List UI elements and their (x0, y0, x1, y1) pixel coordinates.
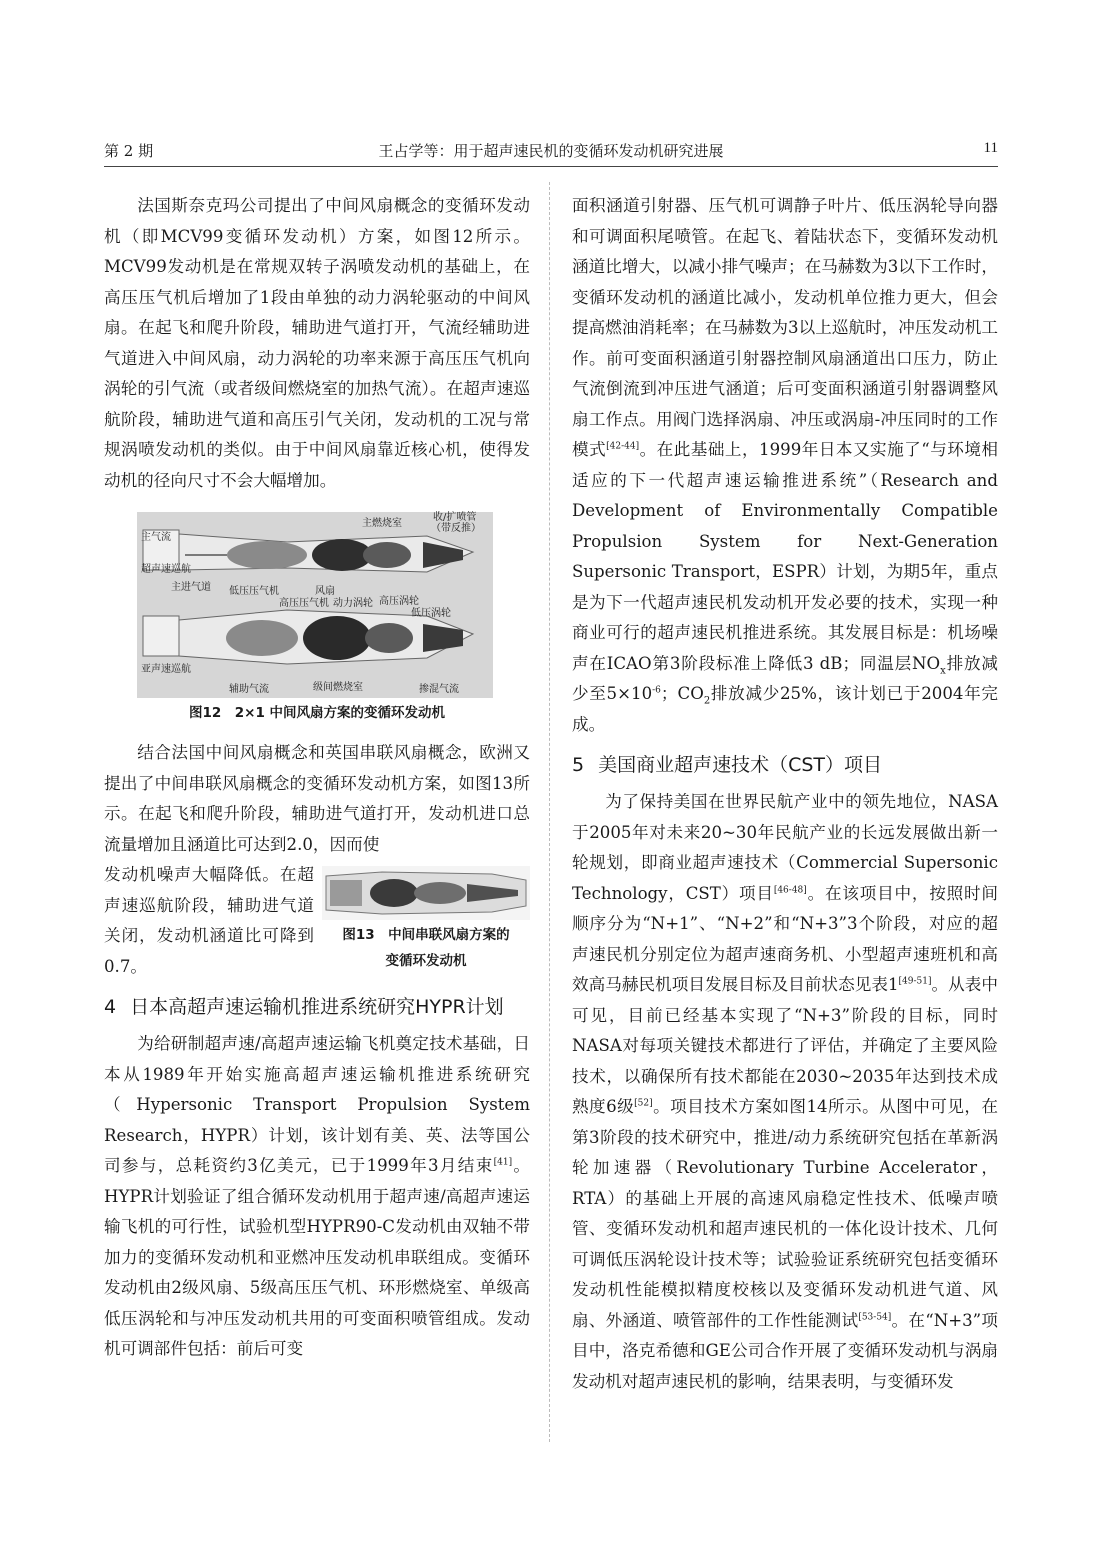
figure-12-caption: 图12 2×1 中间风扇方案的变循环发动机 (188, 705, 446, 721)
label-supersonic-cruise: 超声速巡航 (141, 564, 191, 575)
lower-compressor (226, 620, 298, 656)
hypr-cont-text-1: 面积涵道引射器、压气机可调静子叶片、低压涡轮导向器和可调面积尾喷管。在起飞、着陆状态下，变循环发动机涵道比增大，以减小排气噪声；在马赫数为3以下工作时，变循环发动机的涵道比减小，发动机单位推力更大，但会提高燃油消耗率；在马赫数为3以上巡航时，冲压发动机工作。前可变面积涵道引射器控制风扇涵道出口压力，防止气流倒流到冲压进气涵道；后可变面积涵道引射器调整风扇工作点。用阀门选择涡扇、冲压或涡扇-冲压同时的工作模式 (572, 196, 998, 459)
ref-42-44: [42-44] (606, 441, 640, 452)
ref-53-54: [53-54] (858, 1311, 892, 1322)
label-fan: 风扇 (315, 586, 335, 597)
running-title: 王占学等：用于超声速民机的变循环发动机研究进展 (378, 142, 724, 160)
cst-text-3: 。从表中可见，目前已经基本实现了“N+3”阶段的目标，同时NASA对每项关键技术都进行了评估，并确定了主要风险技术，以确保所有技术都能在2030~2035年达到技术成熟度6级 (572, 975, 999, 1116)
nox-subscript: x (940, 664, 946, 676)
section-4-title: 日本高超声速运输机推进系统研究HYPR计划 (130, 996, 504, 1018)
label-aux-flow: 辅助气流 (229, 684, 269, 695)
label-main-combustor: 主燃烧室 (362, 518, 402, 529)
ref-49-51: [49-51] (898, 976, 932, 987)
cst-text-1: 为了保持美国在世界民航产业中的领先地位，NASA于2005年对未来20~30年民航产业的长远发展做出新一轮规划，即商业超声速技术（Commercial Supersonic Technology，CST）项目 (572, 792, 998, 903)
section-5-heading (572, 750, 998, 781)
paragraph-mcv99: 法国斯奈克玛公司提出了中间风扇概念的变循环发动机（即MCV99变循环发动机）方案，如图12所示。MCV99发动机是在常规双转子涡喷发动机的基础上，在高压压气机后增加了1段由单独的动力涡轮驱动的中间风扇。在起飞和爬升阶段，辅助进气道打开，气流经辅助进气道进入中间风扇，动力涡轮的功率来源于高压压气机向涡轮的引气流（或者级间燃烧室的加热气流）。在超声速巡航阶段，辅助进气道和高压引气关闭，发动机的工况与常规涡喷发动机的类似。由于中间风扇靠近核心机，使得发动机的径向尺寸不会大幅增加。 (104, 196, 530, 490)
section-4-number: 4 (104, 996, 117, 1018)
section-5-number: 5 (572, 754, 585, 776)
cst-text-5: 。在“N+3”项目中，洛克希德和GE公司合作开展了变循环发动机与涡扇发动机对超声速民机的影响，结果表明，与变循环发 (572, 1310, 999, 1391)
lower-turbine (365, 623, 413, 653)
cst-text-2: 。在该项目中，按照时间顺序分为“N+1”、“N+2”和“N+3”3个阶段，对应的超声速民机分别定位为超声速商务机、小型超声速班机和高效高马赫民机项目发展目标及目前状态见表1 (572, 883, 999, 994)
figure-13-engine-diagram (322, 866, 530, 920)
ref-41: [41] (493, 1157, 513, 1168)
espr-text-2: 排放减少至5×10 (572, 653, 999, 703)
upper-turbine (363, 542, 411, 568)
label-subsonic-cruise: 亚声速巡航 (141, 664, 191, 675)
espr-text-3: ；CO (660, 684, 704, 703)
ref-46-48: [46-48] (773, 884, 807, 895)
figure-13-wrap (104, 860, 530, 982)
left-column (104, 191, 530, 1365)
hypr-text-2: 。HYPR计划验证了组合循环发动机用于超声速/高超声速运输飞机的可行性，试验机型HYPR90-C发动机由双轴不带加力的变循环发动机和亚燃冲压发动机串联组成。变循环发动机由2级风扇、5级高压压气机、环形燃烧室、单级高低压涡轮和与冲压发动机共用的可变面积喷管组成。发动机可调部件包括：前后可变 (104, 1156, 531, 1358)
fig13-core (414, 882, 466, 904)
label-lp-compressor: 低压压气机 (229, 586, 279, 597)
exponent-minus-6: -6 (652, 685, 661, 696)
section-4-heading (104, 992, 530, 1023)
lower-fan (303, 616, 371, 660)
label-main-inlet: 主进气道 (171, 582, 211, 593)
fig13-fan (370, 879, 418, 907)
label-hp-compressor: 高压压气机 (279, 598, 329, 609)
co2-subscript: 2 (703, 695, 711, 707)
header-rule (104, 166, 998, 167)
figure-13-caption-line2: 变循环发动机 (385, 953, 467, 969)
label-interstage-combustor: 级间燃烧室 (313, 682, 363, 693)
figure-12-engine-diagram (137, 512, 493, 698)
ref-52: [52] (634, 1098, 653, 1109)
figure-13-caption-line1: 图13 中间串联风扇方案的 (342, 927, 510, 943)
label-power-turbine: 动力涡轮 (333, 598, 373, 609)
column-divider (549, 182, 550, 1442)
upper-compressor (227, 541, 307, 569)
paragraph-tandem-fan: 结合法国中间风扇概念和英国串联风扇概念，欧洲又提出了中间串联风扇概念的变循环发动机方案，如图13所示。在起飞和爬升阶段，辅助进气道打开，发动机进口总流量增加且涵道比可达到2.0，因而使 (104, 743, 530, 854)
issue-label: 第 2 期 (104, 142, 154, 160)
hypr-text-1: 为给研制超声速/高超声速运输飞机奠定技术基础，日本从1989年开始实施高超声速运输机推进系统研究（Hypersonic Transport Propulsion System Research，HYPR）计划，该计划有美、英、法等国公司参与，总耗资约3亿美元，已于1999年3月结束 (104, 1034, 530, 1175)
section-5-title: 美国商业超声速技术（CST）项目 (598, 754, 883, 776)
right-column (572, 191, 998, 1397)
label-main-flow: 主气流 (141, 532, 171, 543)
lower-inlet (143, 616, 179, 656)
running-header (104, 140, 998, 166)
label-lp-turbine: 低压涡轮 (411, 608, 451, 619)
paragraph-tandem-fan-wrap: 发动机噪声大幅降低。在超声速巡航阶段，辅助进气道关闭，发动机涵道比可降到0.7。 (104, 865, 314, 976)
paragraph-cst (572, 787, 998, 1397)
label-nozzle: 收/扩喷管 (433, 512, 477, 523)
espr-text-1: 。在此基础上，1999年日本又实施了“与环境相适应的下一代超声速运输推进系统”（Research and Development of Environmentally Compatible Propulsion System for Next-Generation Supersonic Transport，ESPR）计划，为期5年，重点是为下一代超声速民机发动机开发必要的技术，实现一种商业可行的超声速民机推进系统。其发展目标是：机场噪声在ICAO第3阶段标准上降低3 dB；同温层NO (572, 440, 998, 673)
fig13-inlet (330, 880, 362, 906)
paragraph-hypr (104, 1029, 530, 1365)
espr-text-4: 排放减少25%，该计划已于2004年完成。 (572, 684, 998, 734)
paragraph-hypr-continued (572, 191, 998, 740)
label-hp-turbine: 高压涡轮 (379, 596, 419, 607)
label-mixed-flow: 掺混气流 (419, 684, 459, 695)
label-nozzle-reverser: （带反推） (431, 523, 481, 534)
cst-text-4: 。项目技术方案如图14所示。从图中可见，在第3阶段的技术研究中，推进/动力系统研究包括在革新涡轮加速器（Revolutionary Turbine Accelerator，RTA）的基础上开展的高速风扇稳定性技术、低噪声喷管、变循环发动机和超声速民机的一体化设计技术、几何可调低压涡轮设计技术等；试验验证系统研究包括变循环发动机性能模拟精度校核以及变循环发动机进气道、风扇、外涵道、喷管部件的工作性能测试 (572, 1097, 998, 1330)
page-number: 11 (983, 140, 998, 156)
figure-13-caption (322, 922, 530, 974)
